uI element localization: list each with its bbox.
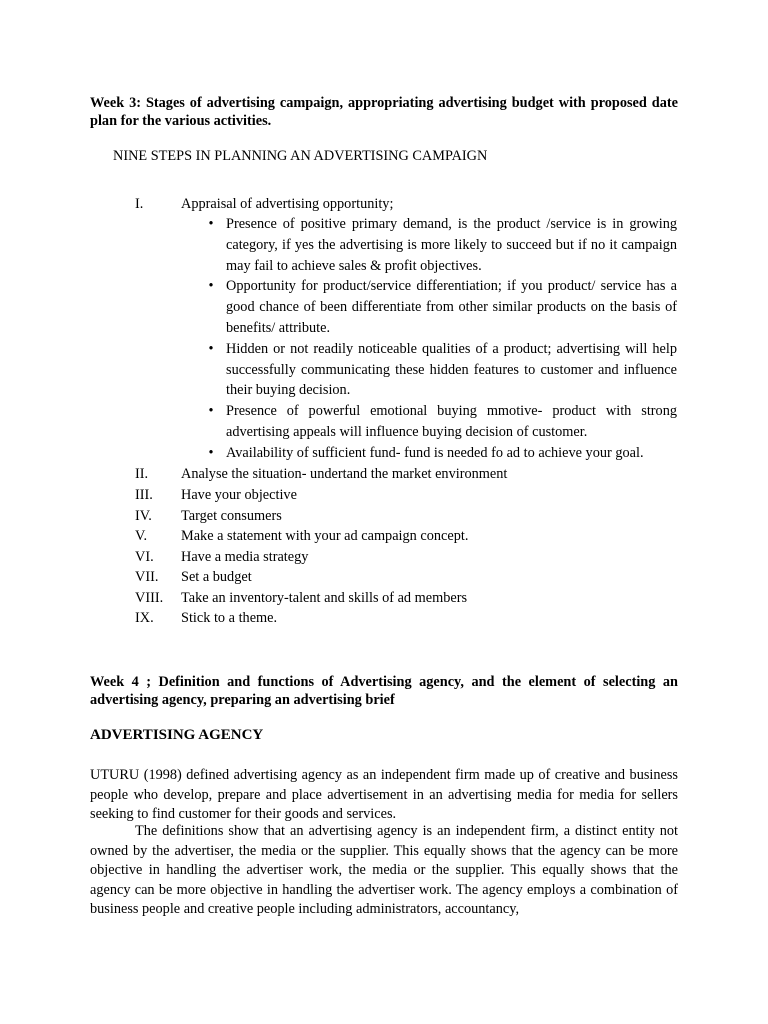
advertising-agency-heading: ADVERTISING AGENCY (90, 727, 264, 743)
step-text: Have your objective (181, 487, 297, 503)
bullet-text: Presence of powerful emotional buying mmotive- product with strong advertising appeals will influence buying decision of customer. (226, 403, 677, 440)
step-numeral: IV. (135, 508, 152, 524)
bullet-text: Availability of sufficient fund- fund is needed fo ad to achieve your goal. (226, 444, 644, 461)
step-text: Take an inventory-talent and skills of ad members (181, 590, 468, 606)
step-text: Stick to a theme. (181, 610, 278, 626)
bullet-icon: • (208, 403, 214, 420)
step-numeral: V. (135, 528, 148, 544)
step-numeral: II. (135, 466, 149, 482)
bullet-icon: • (208, 216, 214, 232)
bullet-item (204, 214, 677, 276)
agency-explanation-paragraph: The definitions show that an advertising agency is an independent firm, a distinct entity not owned by the advertiser, the media or the supplier. This equally shows that the agency can be more objective in handling the advertiser work, the media or the supplier. This equally shows that the agency can be more objective in handling the advertiser work. The agency employs a combination of business people and creative people including administrators, accountancy, (90, 823, 678, 917)
bullet-item (204, 401, 677, 443)
step-numeral: I. (135, 196, 144, 212)
bullet-icon: • (208, 444, 214, 461)
step-numeral: VIII. (135, 590, 164, 606)
step-numeral: III. (135, 487, 153, 503)
step-text: Set a budget (181, 569, 252, 585)
step-text: Have a media strategy (181, 549, 309, 565)
step-text: Appraisal of advertising opportunity; (181, 196, 394, 212)
step-numeral: IX. (135, 610, 154, 626)
bullet-text: Opportunity for product/service differentiation; if you product/ service has a good chance of been differentiate from other similar products on the basis of benefits/ attribute. (226, 278, 677, 336)
week4-heading: Week 4 ; Definition and functions of Advertising agency, and the element of selecting an advertising agency, preparing an advertising brief (90, 674, 678, 708)
step-text: Target consumers (181, 508, 282, 524)
bullet-icon: • (208, 340, 214, 357)
bullet-icon: • (208, 278, 214, 295)
bullet-text: Hidden or not readily noticeable qualities of a product; advertising will help successfully communicating these hidden features to customer and influence their buying decision. (226, 340, 677, 399)
week3-heading: Week 3: Stages of advertising campaign, appropriating advertising budget with proposed date plan for the various activities. (90, 95, 678, 129)
bullet-list (0, 214, 768, 464)
bullet-item (204, 339, 677, 401)
nine-steps-heading: NINE STEPS IN PLANNING AN ADVERTISING CAMPAIGN (113, 148, 488, 164)
bullet-item (204, 276, 677, 338)
step-numeral: VII. (135, 569, 159, 585)
bullet-text: Presence of positive primary demand, is the product /service is in growing category, if yes the advertising is more likely to succeed but if no it campaign may fail to achieve sales & profit objectives. (226, 216, 677, 274)
agency-definition-paragraph: UTURU (1998) defined advertising agency as an independent firm made up of creative and business people who develop, prepare and place advertisement in an advertising media for media for sellers seeking to find customer for their goods and services. (90, 767, 678, 822)
step-text: Analyse the situation- undertand the market environment (181, 466, 508, 482)
step-text: Make a statement with your ad campaign concept. (181, 528, 469, 544)
bullet-item (204, 443, 677, 464)
step-numeral: VI. (135, 549, 154, 565)
